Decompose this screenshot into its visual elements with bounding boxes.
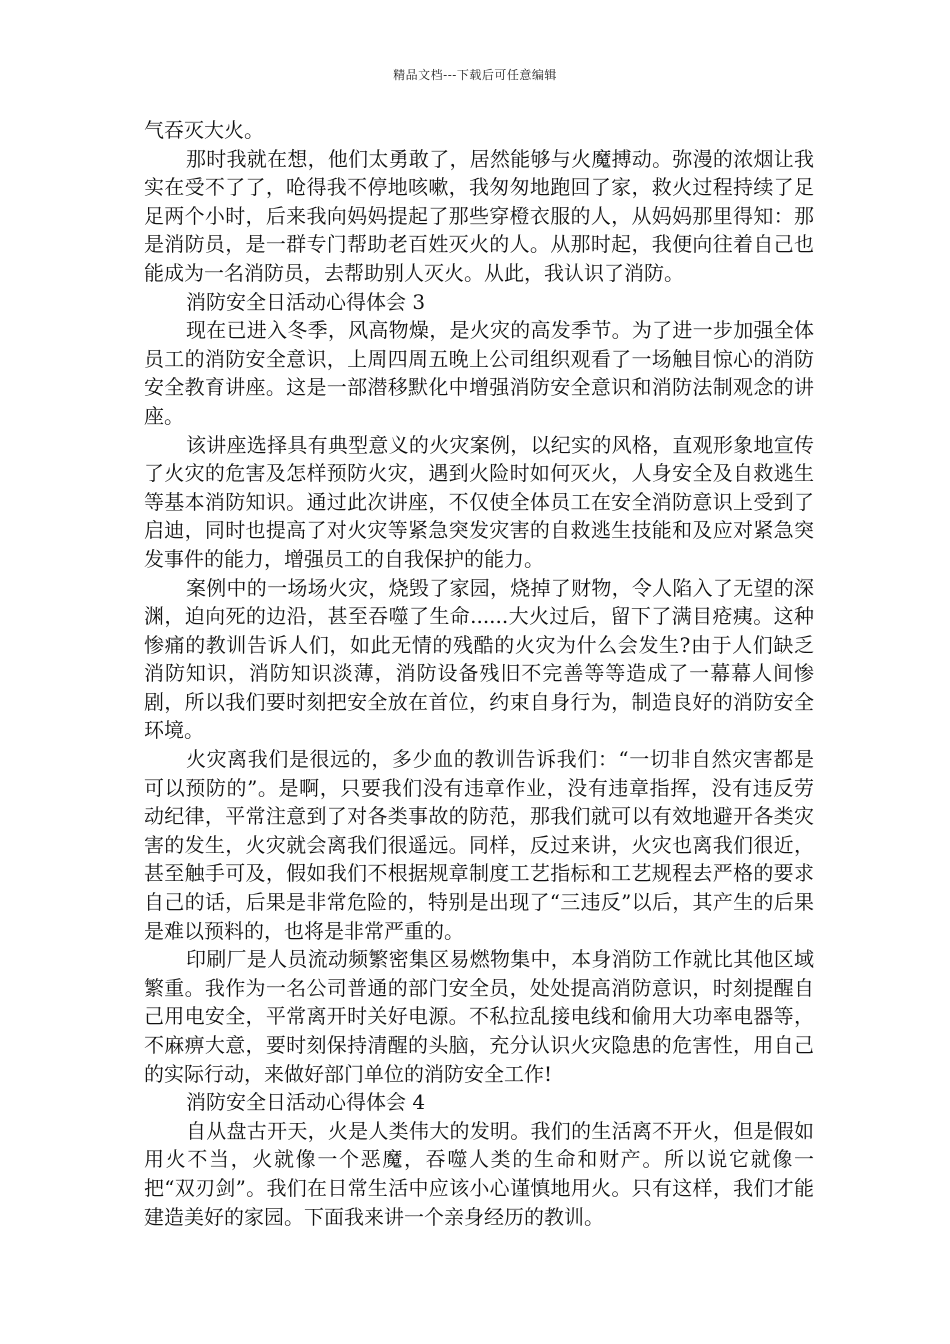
page-header: 精品文档---下载后可任意编辑 — [393, 68, 557, 82]
paragraph-continuation: 气吞灭大火。 — [144, 118, 264, 142]
document-body — [144, 116, 814, 1231]
paragraph: 自从盘古开天，火是人类伟大的发明。我们的生活离不开火，但是假如用火不当，火就像一个恶魔，吞噬人类的生命和财产。所以说它就像一把“双刃剑”。我们在日常生活中应该小心谨慎地用火。只有这样，我们才能建造美好的家园。下面我来讲一个亲身经历的教训。 — [144, 1118, 814, 1229]
section-heading: 消防安全日活动心得体会 4 — [186, 1090, 426, 1115]
paragraph: 案例中的一场场火灾，烧毁了家园，烧掉了财物，令人陷入了无望的深渊，迫向死的边沿，甚至吞噬了生命......大火过后，留下了满目疮痍。这种惨痛的教训告诉人们，如此无情的残酷的火灾为什么会发生?由于人们缺乏消防知识，消防知识淡薄，消防设备残旧不完善等等造成了一幕幕人间惨剧，所以我们要时刻把安全放在首位，约束自身行为，制造良好的消防安全环境。 — [144, 575, 814, 743]
paragraph: 火灾离我们是很远的，多少血的教训告诉我们：“一切非自然灾害都是可以预防的”。是啊，只要我们没有违章作业，没有违章指挥，没有违反劳动纪律，平常注意到了对各类事故的防范，那我们就可以有效地避开各类灾害的发生，火灾就会离我们很遥远。同样，反过来讲，火灾也离我们很近，甚至触手可及，假如我们不根据规章制度工艺指标和工艺规程去严格的要求自己的话，后果是非常危险的，特别是出现了“三违反”以后，其产生的后果是难以预料的，也将是非常严重的。 — [144, 747, 814, 943]
paragraph: 印刷厂是人员流动频繁密集区易燃物集中，本身消防工作就比其他区域繁重。我作为一名公司普通的部门安全员，处处提高消防意识，时刻提醒自己用电安全，平常离开时关好电源。不私拉乱接电线和偷用大功率电器等，不麻痹大意，要时刻保持清醒的头脑，充分认识火灾隐患的危害性，用自己的实际行动，来做好部门单位的消防安全工作! — [144, 947, 814, 1086]
paragraph: 现在已进入冬季，风高物燥，是火灾的高发季节。为了进一步加强全体员工的消防安全意识，上周四周五晚上公司组织观看了一场触目惊心的消防安全教育讲座。这是一部潜移默化中增强消防安全意识和消防法制观念的讲座。 — [144, 318, 814, 428]
paragraph: 那时我就在想，他们太勇敢了，居然能够与火魔搏动。弥漫的浓烟让我实在受不了了，呛得我不停地咳嗽，我匆匆地跑回了家，救火过程持续了足足两个小时，后来我向妈妈提起了那些穿橙衣服的人，从妈妈那里得知：那是消防员，是一群专门帮助老百姓灭火的人。从那时起，我便向往着自己也能成为一名消防员，去帮助别人灭火。从此，我认识了消防。 — [144, 146, 814, 285]
paragraph: 该讲座选择具有典型意义的火灾案例，以纪实的风格，直观形象地宣传了火灾的危害及怎样预防火灾，遇到火险时如何灭火，人身安全及自救逃生等基本消防知识。通过此次讲座，不仅使全体员工在安全消防意识上受到了启迪，同时也提高了对火灾等紧急突发灾害的自救逃生技能和及应对紧急突发事件的能力，增强员工的自我保护的能力。 — [144, 432, 814, 571]
section-heading: 消防安全日活动心得体会 3 — [186, 289, 426, 314]
